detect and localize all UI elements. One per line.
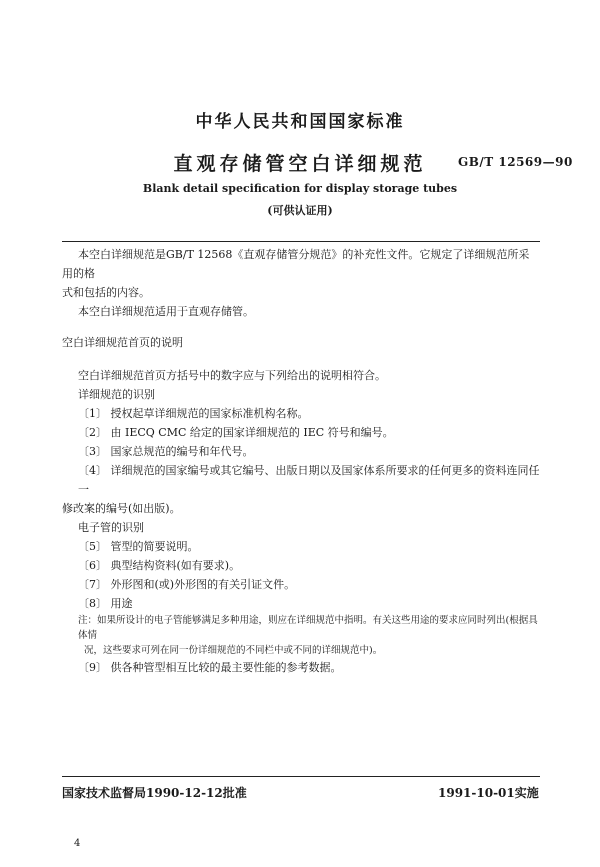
approval-date: 国家技术监督局1990-12-12批准 [62, 786, 247, 800]
note-line-2: 况，这些要求可列在同一份详细规范的不同栏中或不同的详细规范中)。 [84, 645, 383, 656]
document-title-note: (可供认证用) [267, 204, 333, 217]
list-item-6: 〔6〕 典型结构资料(如有要求)。 [78, 559, 241, 572]
group-heading-spec-id: 详细规范的识别 [78, 388, 155, 401]
page-number: 4 [74, 838, 81, 849]
document-title-cn: 直观存储管空白详细规范 [173, 153, 427, 175]
list-item-1: 〔1〕 授权起草详细规范的国家标准机构名称。 [78, 407, 309, 420]
note-line-1: 注：如果所设计的电子管能够满足多种用途，则应在详细规范中指明。有关这些用途的要求应同时列出(根据具体情 [78, 615, 538, 641]
header-divider [62, 241, 540, 242]
paragraph-1-line-2: 式和包括的内容。 [62, 286, 150, 299]
document-body [62, 245, 540, 677]
section-heading: 空白详细规范首页的说明 [62, 336, 183, 349]
list-item-3: 〔3〕 国家总规范的编号和年代号。 [78, 445, 254, 458]
list-item-4-line-2: 修改案的编号(如出版)。 [62, 502, 181, 515]
footer-divider [62, 776, 540, 777]
list-item-7: 〔7〕 外形图和(或)外形图的有关引证文件。 [78, 578, 296, 591]
standard-code: GB/T 12569—90 [458, 155, 573, 169]
list-item-9: 〔9〕 供各种管型相互比较的最主要性能的参考数据。 [78, 661, 342, 674]
intro-text: 空白详细规范首页方括号中的数字应与下列给出的说明相符合。 [78, 369, 386, 382]
list-item-4-line-1: 〔4〕 详细规范的国家编号或其它编号、出版日期以及国家体系所要求的任何更多的资料连同任一 [78, 464, 540, 496]
document-title-en: Blank detail specification for display storage tubes [142, 182, 458, 195]
group-heading-tube-id: 电子管的识别 [78, 521, 144, 534]
list-item-5: 〔5〕 管型的简要说明。 [78, 540, 199, 553]
standard-title: 中华人民共和国国家标准 [195, 112, 405, 132]
paragraph-2: 本空白详细规范适用于直观存储管。 [78, 305, 254, 318]
implementation-date: 1991-10-01实施 [438, 786, 539, 800]
list-item-2: 〔2〕 由 IECQ CMC 给定的国家详细规范的 IEC 符号和编号。 [78, 426, 394, 439]
note-block [62, 613, 540, 658]
paragraph-1-line-1: 本空白详细规范是GB/T 12568《直观存储管分规范》的补充性文件。它规定了详细规范所采用的格 [62, 248, 530, 280]
list-item-8: 〔8〕 用途 [78, 597, 133, 610]
